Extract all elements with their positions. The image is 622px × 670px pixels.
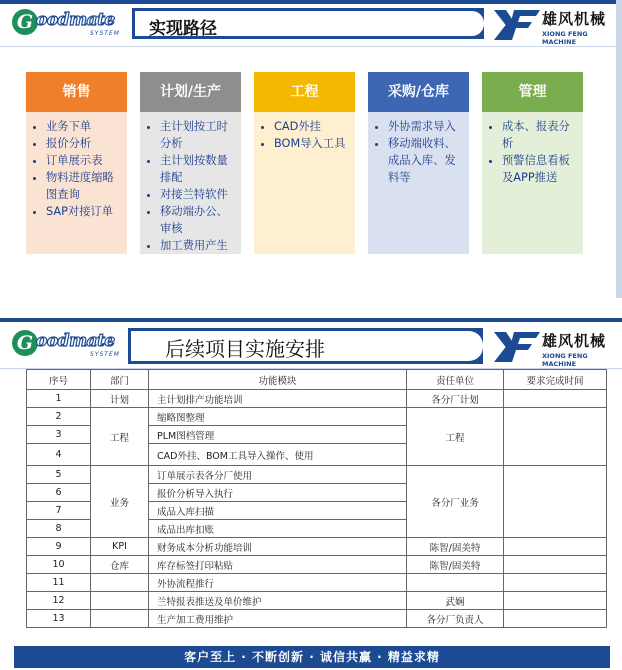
list-item: • BOM导入工具: [274, 135, 349, 152]
cell-no: 3: [27, 426, 91, 444]
column-management: [482, 72, 583, 254]
column-engineering: [254, 72, 355, 254]
cell-no: 4: [27, 444, 91, 466]
column-list: [146, 118, 235, 254]
page-title: 后续项目实施安排: [165, 337, 325, 361]
col-header-dept: 部门: [91, 370, 149, 390]
col-header-module: 功能模块: [149, 370, 407, 390]
col-header-due: 要求完成时间: [504, 370, 607, 390]
partner-name-en: XIONG FENG MACHINE: [542, 30, 588, 46]
cell-no: 5: [27, 466, 91, 484]
cell-due: [504, 556, 607, 574]
cell-module: 订单展示表各分厂使用: [149, 466, 407, 484]
table-row: [27, 574, 607, 592]
cell-no: 1: [27, 390, 91, 408]
plan-table: [26, 369, 607, 628]
cell-module: 外协流程推行: [149, 574, 407, 592]
cell-owner: [407, 574, 504, 592]
list-item: • 对接兰特软件: [160, 186, 235, 203]
title-box: [128, 328, 483, 364]
slide-gap: [0, 298, 622, 318]
cell-owner: 各分厂计划: [407, 390, 504, 408]
cell-no: 8: [27, 520, 91, 538]
goodmate-logo: [12, 7, 124, 41]
cell-no: 11: [27, 574, 91, 592]
cell-dept: [91, 592, 149, 610]
cell-owner: 各分厂负责人: [407, 610, 504, 628]
list-item: • SAP对接订单: [46, 203, 121, 220]
cell-owner: 武娴: [407, 592, 504, 610]
cell-no: 9: [27, 538, 91, 556]
column-planning: [140, 72, 241, 254]
slide-implementation-path: [0, 0, 622, 298]
table-row: [27, 556, 607, 574]
list-item: • 外协需求导入: [388, 118, 463, 135]
logo-text: oodmate: [36, 331, 115, 351]
cell-dept: 业务: [91, 466, 149, 538]
cell-no: 7: [27, 502, 91, 520]
cell-module: PLM图档管理: [149, 426, 407, 444]
logo-sub: SYSTEM: [90, 30, 120, 37]
table-row: [27, 466, 607, 484]
goodmate-logo: [12, 328, 124, 362]
table-row: [27, 592, 607, 610]
cell-owner: 各分厂业务: [407, 466, 504, 538]
column-list: [32, 118, 121, 220]
partner-name-cn: 雄风机械: [542, 10, 607, 28]
list-item: • 成本、报表分析: [502, 118, 577, 152]
cell-no: 12: [27, 592, 91, 610]
list-item: • 主计划按数量排配: [160, 152, 235, 186]
table-row: [27, 538, 607, 556]
partner-name-cn: 雄风机械: [542, 332, 607, 350]
cell-dept: 仓库: [91, 556, 149, 574]
cell-module: 报价分析导入执行: [149, 484, 407, 502]
cell-module: 成品出库扣账: [149, 520, 407, 538]
cell-due: [504, 592, 607, 610]
slogan-footer: 客户至上 · 不断创新 · 诚信共赢 · 精益求精: [14, 646, 610, 668]
table-header-row: [27, 370, 607, 390]
slide-edge: [616, 0, 622, 298]
logo-text: oodmate: [36, 10, 115, 30]
column-sales: [26, 72, 127, 254]
cell-owner: 工程: [407, 408, 504, 466]
cell-owner: 陈智/固美特: [407, 556, 504, 574]
list-item: • 移动端办公、审核: [160, 203, 235, 237]
cell-dept: KPI: [91, 538, 149, 556]
slide-follow-up-plan: [0, 318, 622, 670]
cell-module: 兰特报表推送及单价维护: [149, 592, 407, 610]
column-header: 工程: [254, 72, 355, 112]
list-item: • 订单展示表: [46, 152, 121, 169]
header-bar: [0, 318, 622, 322]
xf-mark-icon: [494, 332, 540, 362]
list-item: • 业务下单: [46, 118, 121, 135]
cell-module: 缩略图整理: [149, 408, 407, 426]
cell-due: [504, 538, 607, 556]
list-item: • 主计划按工时分析: [160, 118, 235, 152]
list-item: • 加工费用产生: [160, 237, 235, 254]
list-item: • 报价分析: [46, 135, 121, 152]
column-header: 管理: [482, 72, 583, 112]
list-item: • 移动端收料、成品入库、发料等: [388, 135, 463, 186]
table-row: [27, 610, 607, 628]
cell-dept: [91, 610, 149, 628]
column-purchasing: [368, 72, 469, 254]
cell-module: 生产加工费用维护: [149, 610, 407, 628]
cell-module: CAD外挂、BOM工具导入操作、使用: [149, 444, 407, 466]
header-bar: [0, 0, 622, 4]
column-header: 销售: [26, 72, 127, 112]
logo-sub: SYSTEM: [90, 351, 120, 358]
partner-name-en: XIONG FENG MACHINE: [542, 352, 588, 368]
cell-no: 2: [27, 408, 91, 426]
cell-module: 库存标签打印粘贴: [149, 556, 407, 574]
cell-due: [504, 408, 607, 466]
page-title: 实现路径: [149, 19, 217, 39]
logo-g-icon: G: [12, 9, 38, 35]
slide-header: [0, 0, 622, 47]
col-header-owner: 责任单位: [407, 370, 504, 390]
xiongfeng-logo: [494, 330, 612, 368]
list-item: • CAD外挂: [274, 118, 349, 135]
table-row: [27, 390, 607, 408]
column-list: [488, 118, 577, 186]
cell-dept: [91, 574, 149, 592]
cell-no: 10: [27, 556, 91, 574]
cell-due: [504, 574, 607, 592]
column-list: [374, 118, 463, 186]
col-header-no: 序号: [27, 370, 91, 390]
cell-module: 成品入库扫描: [149, 502, 407, 520]
column-header: 采购/仓库: [368, 72, 469, 112]
cell-no: 6: [27, 484, 91, 502]
cell-no: 13: [27, 610, 91, 628]
cell-owner: 陈智/固美特: [407, 538, 504, 556]
column-list: [260, 118, 349, 152]
cell-due: [504, 390, 607, 408]
column-header: 计划/生产: [140, 72, 241, 112]
cell-module: 财务成本分析功能培训: [149, 538, 407, 556]
list-item: • 物料进度缩略图查询: [46, 169, 121, 203]
cell-module: 主计划排产功能培训: [149, 390, 407, 408]
xiongfeng-logo: [494, 8, 612, 46]
list-item: • 预警信息看板及APP推送: [502, 152, 577, 186]
logo-g-icon: G: [12, 330, 38, 356]
title-box: [132, 8, 484, 39]
cell-dept: 计划: [91, 390, 149, 408]
cell-due: [504, 610, 607, 628]
xf-mark-icon: [494, 10, 540, 40]
slide-header: [0, 318, 622, 369]
cell-dept: 工程: [91, 408, 149, 466]
table-row: [27, 408, 607, 426]
cell-due: [504, 466, 607, 538]
